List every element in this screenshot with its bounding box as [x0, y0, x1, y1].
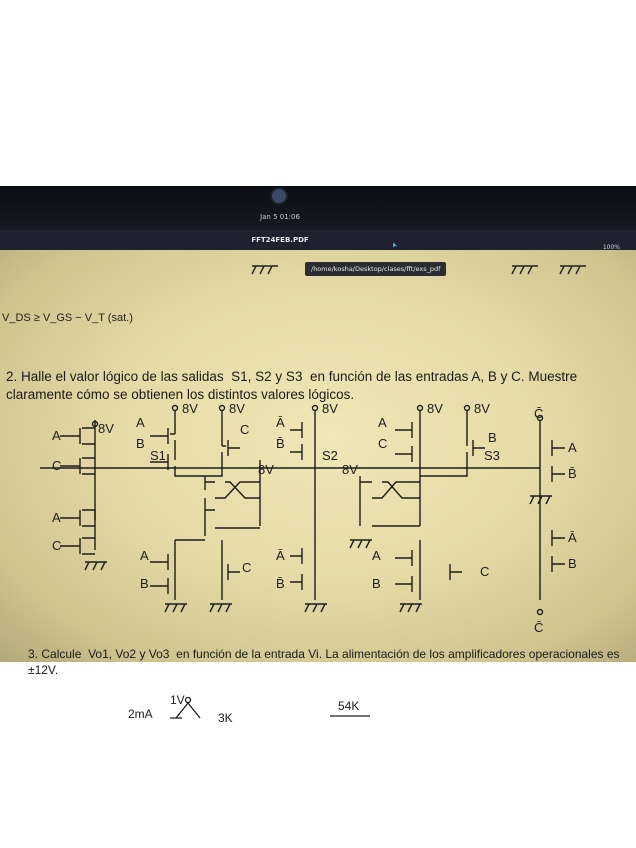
input-label: C — [378, 436, 388, 451]
input-label: A — [372, 548, 381, 563]
input-label: C — [242, 560, 252, 575]
current-label: 2mA — [128, 707, 153, 721]
photo-frame — [0, 186, 636, 725]
input-label: Ā — [276, 548, 285, 563]
zoom-level[interactable]: 100% — [602, 244, 620, 251]
output-label-s3: S3 — [484, 448, 500, 463]
input-label: A — [136, 415, 145, 430]
supply-label: 8V — [427, 401, 443, 416]
input-label: A — [568, 440, 577, 455]
supply-label: 8V — [322, 401, 338, 416]
input-label: B — [136, 436, 145, 451]
next-circuit-snippet — [120, 693, 400, 726]
question-3 — [28, 646, 628, 678]
previous-formula-snippet: V_DS ≥ V_GS − V_T (sat.) — [2, 312, 133, 324]
supply-label: 8V — [474, 401, 490, 416]
resistor-label: 3K — [218, 711, 233, 725]
input-label: A — [52, 428, 61, 443]
question-2-text-a: Halle el valor lógico de las salidas — [21, 369, 224, 384]
resistor-label: 54K — [338, 699, 360, 713]
input-label: A — [378, 415, 387, 430]
input-label: B̄ — [568, 466, 577, 481]
input-label: Ā — [568, 530, 577, 545]
input-label: C — [52, 458, 62, 473]
path-tooltip: /home/kosha/Desktop/clases/fft/exs_pdf — [305, 262, 446, 276]
supply-label: 8V — [182, 401, 198, 416]
window-titlebar — [0, 230, 636, 250]
question-2 — [6, 368, 630, 404]
supply-label: 8V — [229, 401, 245, 416]
input-label: B — [488, 430, 497, 445]
input-label: C — [52, 538, 62, 553]
question-2-number: 2. — [6, 369, 18, 384]
input-label: B̄ — [276, 576, 285, 591]
question-3-number: 3. — [28, 647, 39, 661]
mouse-cursor-icon — [392, 241, 400, 249]
top-bar — [0, 186, 636, 230]
input-label: C — [240, 422, 250, 437]
supply-label: 8V — [98, 421, 114, 436]
question-2-outputs: S1, S2 y S3 — [231, 369, 303, 384]
source-label: 1V — [170, 693, 185, 707]
nmos-logic-circuit — [0, 400, 636, 635]
pdf-page — [0, 250, 636, 725]
supply-label: 8V — [258, 462, 274, 477]
input-label: B — [372, 576, 381, 591]
input-label: B — [140, 576, 149, 591]
input-label: C — [480, 564, 490, 579]
input-label: A — [52, 510, 61, 525]
input-label: B — [568, 556, 577, 571]
question-3-vars: Vo1, Vo2 y Vo3 — [88, 647, 170, 661]
output-label-s2: S2 — [322, 448, 338, 463]
question-3-text-b: en función de la entrada Vi. La alimentación de los amplificadores operacionales es ±12V. — [28, 647, 620, 677]
input-label: A — [140, 548, 149, 563]
webcam-icon — [270, 187, 288, 205]
input-label: Ā — [276, 415, 285, 430]
question-3-text-a: Calcule — [41, 647, 82, 661]
clock[interactable]: Jan 5 01:06 — [260, 213, 300, 221]
supply-label: 8V — [342, 462, 358, 477]
document-title: FFT24FEB.PDF — [251, 236, 309, 244]
question-2-text-b: en función de las entradas A, B y C. Muestre claramente cómo se obtienen los distintos valores lógicos. — [6, 369, 578, 402]
input-label: B̄ — [276, 436, 285, 451]
output-label-s1: S1 — [150, 448, 166, 463]
input-label: C̄ — [534, 620, 544, 635]
input-label: C̄ — [534, 406, 544, 421]
